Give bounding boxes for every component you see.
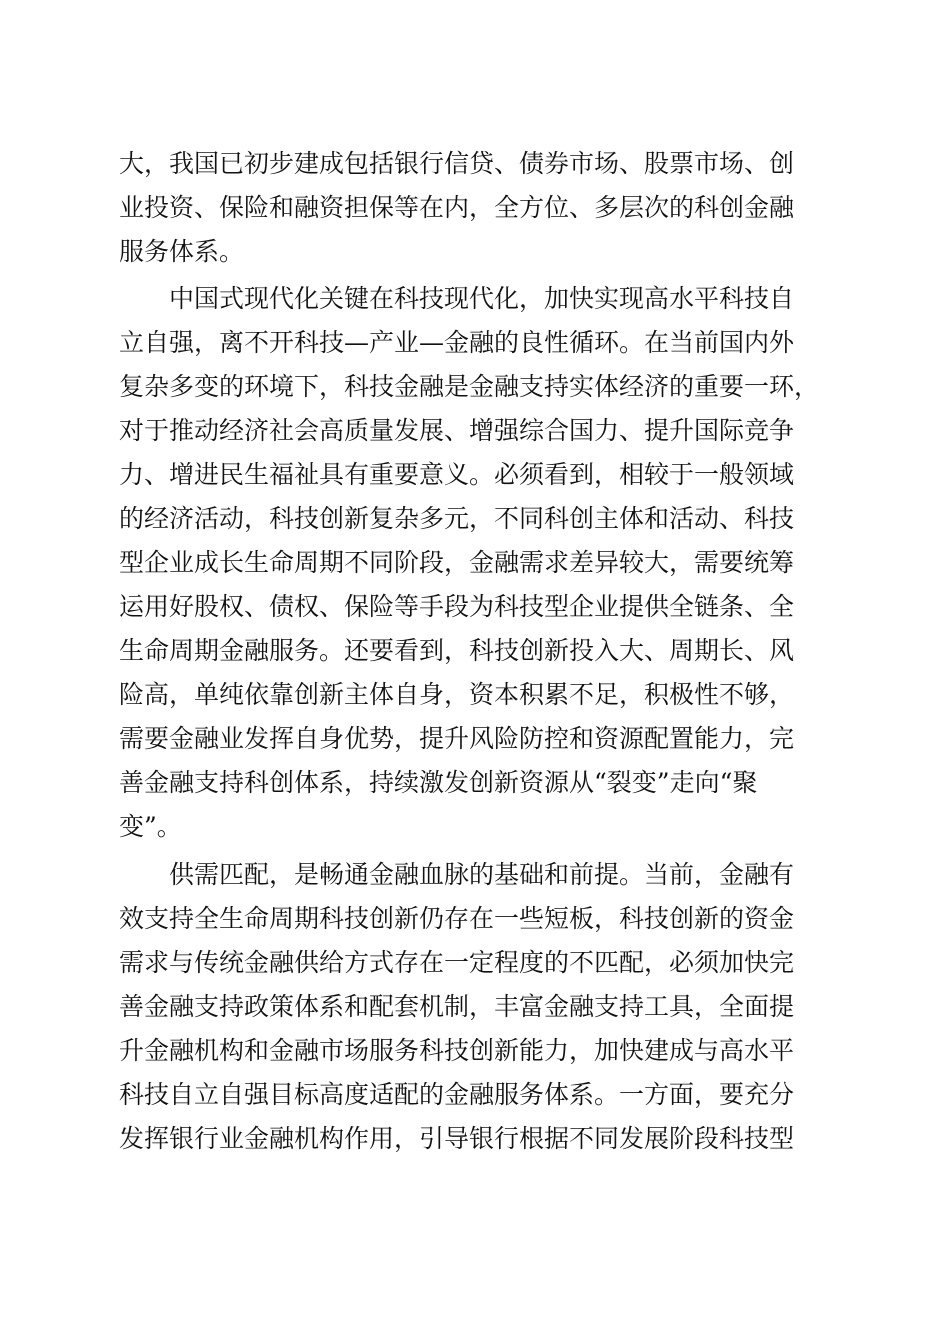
- text-line: 对于推动经济社会高质量发展、增强综合国力、提升国际竞争: [119, 416, 795, 445]
- text-line: 需要金融业发挥自身优势，提升风险防控和资源配置能力，完: [119, 724, 795, 753]
- text-line: 型企业成长生命周期不同阶段，金融需求差异较大，需要统筹: [119, 548, 795, 577]
- text-line: 供需匹配，是畅通金融血脉的基础和前提。当前，金融有: [119, 860, 795, 889]
- text-line: 变”。: [119, 812, 182, 841]
- text-line: 善金融支持政策体系和配套机制，丰富金融支持工具，全面提: [119, 992, 795, 1021]
- text-line: 运用好股权、债权、保险等手段为科技型企业提供全链条、全: [119, 592, 795, 621]
- text-line: 升金融机构和金融市场服务科技创新能力，加快建成与高水平: [119, 1036, 795, 1065]
- text-line: 的经济活动，科技创新复杂多元，不同科创主体和活动、科技: [119, 504, 795, 533]
- text-line: 立自强，离不开科技—产业—金融的良性循环。在当前国内外: [119, 328, 795, 357]
- text-line: 发挥银行业金融机构作用，引导银行根据不同发展阶段科技型: [119, 1124, 795, 1153]
- text-line: 生命周期金融服务。还要看到，科技创新投入大、周期长、风: [119, 636, 795, 665]
- text-line: 科技自立自强目标高度适配的金融服务体系。一方面，要充分: [119, 1080, 795, 1109]
- text-line: 需求与传统金融供给方式存在一定程度的不匹配，必须加快完: [119, 948, 795, 977]
- text-line: 大，我国已初步建成包括银行信贷、债券市场、股票市场、创: [119, 149, 795, 178]
- text-line: 服务体系。: [119, 237, 245, 266]
- text-line: 中国式现代化关键在科技现代化，加快实现高水平科技自: [119, 284, 795, 313]
- text-line: 复杂多变的环境下，科技金融是金融支持实体经济的重要一环，: [119, 372, 820, 401]
- text-line: 业投资、保险和融资担保等在内，全方位、多层次的科创金融: [119, 193, 795, 222]
- text-line: 善金融支持科创体系，持续激发创新资源从“裂变”走向“聚: [119, 768, 758, 797]
- text-line: 效支持全生命周期科技创新仍存在一些短板，科技创新的资金: [119, 904, 795, 933]
- text-line: 力、增进民生福祉具有重要意义。必须看到，相较于一般领域: [119, 460, 795, 489]
- text-line: 险高，单纯依靠创新主体自身，资本积累不足，积极性不够，: [119, 680, 795, 709]
